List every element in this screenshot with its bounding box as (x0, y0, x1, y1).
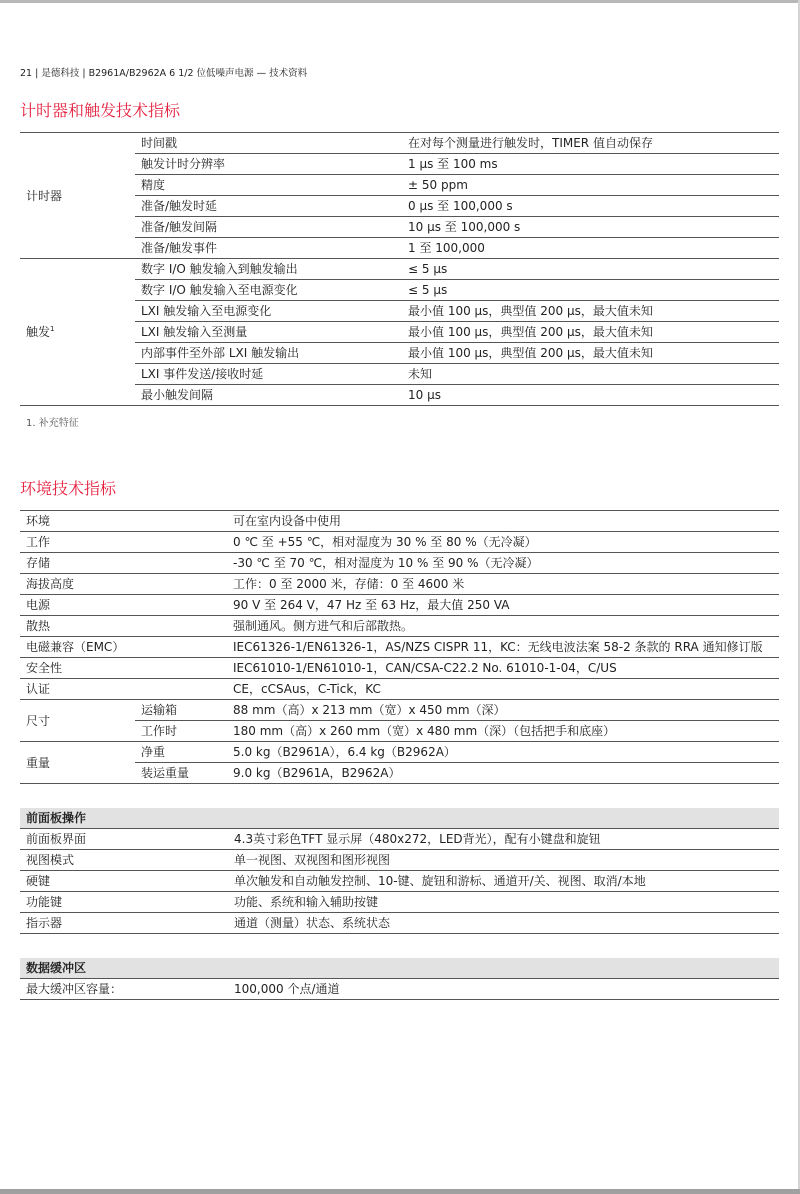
spec-name: LXI 触发输入至测量 (135, 322, 402, 343)
size-sub-label: 运输箱 (135, 700, 227, 721)
weight-sub-label: 装运重量 (135, 763, 227, 784)
env-value: 0 ℃ 至 +55 ℃，相对湿度为 30 % 至 80 %（无冷凝） (227, 532, 779, 553)
front-panel-header-row (20, 808, 779, 829)
data-buffer-label: 最大缓冲区容量： (20, 979, 228, 1000)
page-header: 21 | 是德科技 | B2961A/B2962A 6 1/2 位低噪声电源 — 技术资料 (20, 68, 308, 79)
table-row (20, 979, 779, 1000)
front-panel-value: 通道（测量）状态、系统状态 (228, 913, 779, 934)
spec-name: 精度 (135, 175, 402, 196)
env-value: CE，cCSAus，C-Tick，KC (227, 679, 779, 700)
size-label: 尺寸 (20, 700, 135, 742)
footnote: 1. 补充特征 (26, 418, 79, 429)
table-row (20, 700, 779, 721)
trigger-label-text: 触发 (26, 325, 51, 339)
table-row (20, 532, 779, 553)
spec-value: 在对每个测量进行触发时，TIMER 值自动保存 (402, 133, 779, 154)
front-panel-value: 单次触发和自动触发控制、10-键、旋钮和游标、通道开/关、视图、取消/本地 (228, 871, 779, 892)
spec-value: ≤ 5 µs (402, 259, 779, 280)
front-panel-label: 指示器 (20, 913, 228, 934)
bottom-border (0, 1189, 800, 1194)
footnote-marker: 1 (50, 325, 55, 333)
table-row (20, 637, 779, 658)
weight-sub-label: 净重 (135, 742, 227, 763)
front-panel-label: 功能键 (20, 892, 228, 913)
front-panel-table (20, 808, 779, 934)
spec-name: 数字 I/O 触发输入到触发输出 (135, 259, 402, 280)
spec-value: ≤ 5 µs (402, 280, 779, 301)
spec-name: LXI 事件发送/接收时延 (135, 364, 402, 385)
weight-label: 重量 (20, 742, 135, 784)
spec-value: 最小值 100 µs，典型值 200 µs，最大值未知 (402, 322, 779, 343)
table-row (20, 679, 779, 700)
front-panel-value: 功能、系统和输入辅助按键 (228, 892, 779, 913)
table-row (20, 871, 779, 892)
spec-value: 1 至 100,000 (402, 238, 779, 259)
env-value: IEC61326-1/EN61326-1，AS/NZS CISPR 11，KC：无线电波法案 58-2 条款的 RRA 通知修订版 (227, 637, 779, 658)
spec-value: 未知 (402, 364, 779, 385)
table-row (20, 259, 779, 280)
table-row (20, 133, 779, 154)
table-row (20, 892, 779, 913)
table-row (20, 850, 779, 871)
table-row (20, 658, 779, 679)
spec-value: ± 50 ppm (402, 175, 779, 196)
env-label: 电源 (20, 595, 227, 616)
front-panel-label: 视图模式 (20, 850, 228, 871)
table-row (20, 574, 779, 595)
env-label: 认证 (20, 679, 227, 700)
env-label: 电磁兼容（EMC） (20, 637, 227, 658)
spec-value: 最小值 100 µs，典型值 200 µs，最大值未知 (402, 301, 779, 322)
spec-value: 10 µs (402, 385, 779, 406)
spec-name: 准备/触发间隔 (135, 217, 402, 238)
timer-section-title: 计时器和触发技术指标 (20, 101, 181, 120)
table-row (20, 511, 779, 532)
spec-name: 准备/触发事件 (135, 238, 402, 259)
table-row (20, 553, 779, 574)
env-label: 海拔高度 (20, 574, 227, 595)
environment-table (20, 510, 779, 784)
table-row (20, 595, 779, 616)
spec-name: 数字 I/O 触发输入至电源变化 (135, 280, 402, 301)
front-panel-value: 单一视图、双视图和图形视图 (228, 850, 779, 871)
env-label: 存储 (20, 553, 227, 574)
spec-name: LXI 触发输入至电源变化 (135, 301, 402, 322)
env-label: 安全性 (20, 658, 227, 679)
front-panel-title: 前面板操作 (20, 808, 779, 829)
env-value: 可在室内设备中使用 (227, 511, 779, 532)
weight-value: 9.0 kg（B2961A，B2962A） (227, 763, 779, 784)
env-value: 工作：0 至 2000 米，存储：0 至 4600 米 (227, 574, 779, 595)
spec-value: 1 µs 至 100 ms (402, 154, 779, 175)
data-buffer-value: 100,000 个点/通道 (228, 979, 779, 1000)
env-value: -30 ℃ 至 70 ℃，相对湿度为 10 % 至 90 %（无冷凝） (227, 553, 779, 574)
env-label: 环境 (20, 511, 227, 532)
spec-name: 准备/触发时延 (135, 196, 402, 217)
table-row (20, 616, 779, 637)
size-value: 88 mm（高）x 213 mm（宽）x 450 mm（深） (227, 700, 779, 721)
env-value: IEC61010-1/EN61010-1，CAN/CSA-C22.2 No. 61010-1-04，C/US (227, 658, 779, 679)
front-panel-label: 硬键 (20, 871, 228, 892)
data-buffer-header-row (20, 958, 779, 979)
spec-name: 内部事件至外部 LXI 触发输出 (135, 343, 402, 364)
data-buffer-table (20, 958, 779, 1000)
env-value: 强制通风。侧方进气和后部散热。 (227, 616, 779, 637)
top-border (0, 0, 800, 3)
env-value: 90 V 至 264 V，47 Hz 至 63 Hz，最大值 250 VA (227, 595, 779, 616)
table-row (20, 829, 779, 850)
data-buffer-title: 数据缓冲区 (20, 958, 779, 979)
table-row (20, 913, 779, 934)
front-panel-label: 前面板界面 (20, 829, 228, 850)
env-label: 散热 (20, 616, 227, 637)
size-sub-label: 工作时 (135, 721, 227, 742)
spec-name: 时间戳 (135, 133, 402, 154)
spec-value: 0 µs 至 100,000 s (402, 196, 779, 217)
weight-value: 5.0 kg（B2961A），6.4 kg（B2962A） (227, 742, 779, 763)
spec-name: 最小触发间隔 (135, 385, 402, 406)
env-label: 工作 (20, 532, 227, 553)
spec-value: 最小值 100 µs，典型值 200 µs，最大值未知 (402, 343, 779, 364)
spec-value: 10 µs 至 100,000 s (402, 217, 779, 238)
size-value: 180 mm（高）x 260 mm（宽）x 480 mm（深）（包括把手和底座） (227, 721, 779, 742)
env-section-title: 环境技术指标 (20, 479, 117, 498)
spec-name: 触发计时分辨率 (135, 154, 402, 175)
group-label-timer: 计时器 (20, 133, 135, 259)
group-label-trigger (20, 259, 135, 406)
table-row (20, 742, 779, 763)
timer-trigger-table (20, 132, 779, 406)
front-panel-value: 4.3英寸彩色TFT 显示屏（480x272，LED背光），配有小键盘和旋钮 (228, 829, 779, 850)
